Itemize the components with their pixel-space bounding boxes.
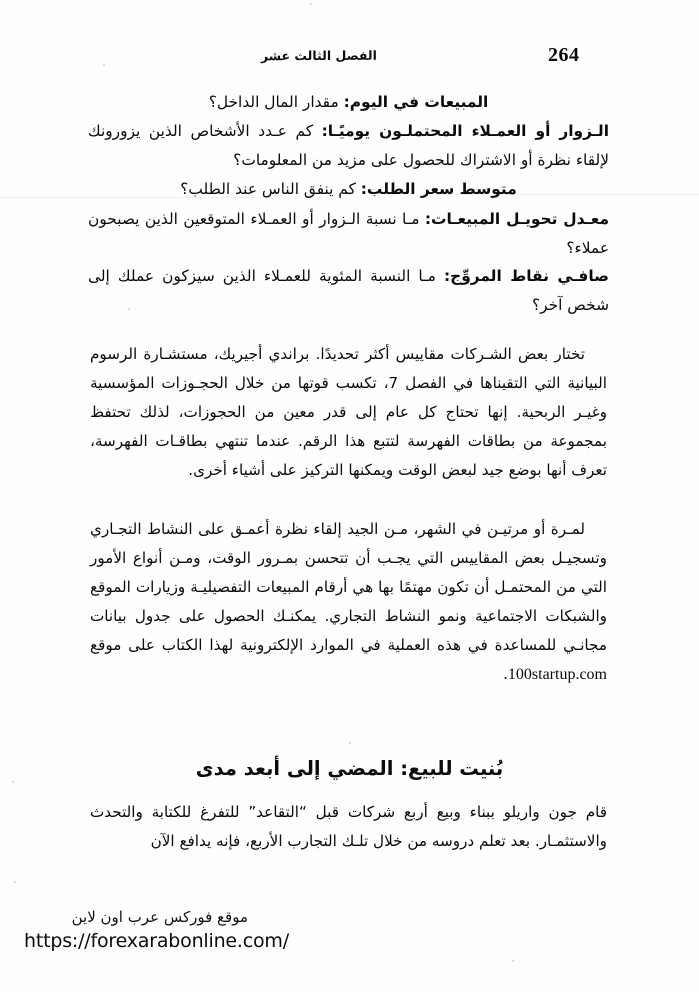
- metric-definition: كم ينفق الناس عند الطلب؟: [180, 180, 361, 198]
- scan-artifact-speck: [512, 960, 514, 962]
- scan-artifact-speck: [310, 3, 312, 5]
- metric-term: صافـي نقاط المروِّج:: [443, 267, 609, 285]
- metric-term: الـزوار أو العمـلاء المحتملـون يوميًـا:: [321, 122, 609, 140]
- metric-term: معـدل تحويـل المبيعـات:: [424, 210, 609, 228]
- scan-artifact-speck: [14, 881, 16, 883]
- metric-definition: كم عـدد الأشخاص الذين يزورونك لإلقاء نظرة أو الاشتراك للحصول على مزيد من المعلومات؟: [88, 122, 609, 169]
- closing-paragraph: قام جون واريلو ببناء وبيع أربع شركات قبل “التقاعد” للتفرغ للكتابة والتحدث والاستثمـار. بعد تعلم دروسه من خلال تلـك التجارب الأربع، فإنه يدافع الآن: [90, 803, 607, 850]
- metric-definition: مـا نسبة الـزوار أو العمـلاء المتوقعين الذين يصبحون عملاء؟: [88, 210, 609, 257]
- metric-definition: مقدار المال الداخل؟: [208, 93, 344, 111]
- chapter-running-head-label: الفصل الثالث عشر: [261, 47, 378, 64]
- paragraph-text: لمـرة أو مرتيـن في الشهر، مـن الجيد إلقاء نظرة أعمـق على النشاط التجـاري وتسجيـل بعض المقاييس التي يجـب أن تتحسن بمـرور الوقت، ومـن أنواع الأمور التي من المحتمـل أن تكون مهتمًا بها هي أرقام المبيعات التفصيليـة وزيارات الموقع والشبكات الاجتماعية ونمو النشاط التجاري.: [90, 520, 608, 625]
- page-number: 264: [548, 44, 580, 66]
- watermark-url: https://forexarabonline.com/: [24, 930, 289, 952]
- list-item: [88, 262, 609, 319]
- metric-term: المبيعات في اليوم:: [343, 93, 489, 111]
- watermark-site-name: موقع فوركس عرب اون لاين: [71, 908, 248, 926]
- paragraph-tail: .: [503, 665, 508, 683]
- metric-term: متوسط سعر الطلب:: [360, 180, 517, 198]
- body-paragraph: [90, 515, 607, 689]
- metric-definition: مـا النسبة المئوية للعمـلاء الذين سيزكون عملك إلى شخص آخر؟: [88, 267, 609, 314]
- list-item: [88, 88, 609, 117]
- list-item: [88, 175, 609, 204]
- paragraph-continuation: يمكنـك الحصول على جدول بيانات مجانـي للمساعدة في هذه العملية في الموارد الإلكترونية لهذا الكتاب على موقع: [90, 607, 607, 654]
- body-paragraph: تختار بعض الشـركات مقاييس أكثر تحديدًا. براندي أجيريك، مستشـارة الرسوم البيانية التي التقيناها في الفصل 7، تكسب قوتها من خلال الحجـوزات المؤسسية وغيـر الربحية. إنها تحتاج كل عام إلى قدر معين من الحجوزات، لذلك تحتفظ بمجموعة من بطاقات الفهرسة لتتبع هذا الرقم. عندما تنتهي بطاقـات الفهرسة، تعرف أنها بوضع جيد لبعض الوقت ويمكنها التركيز على أشياء أخرى.: [90, 345, 607, 479]
- section-heading: بُنيت للبيع: المضي إلى أبعد مدى: [195, 757, 504, 780]
- scan-artifact-speck: [349, 742, 351, 744]
- list-item: [88, 205, 609, 262]
- list-item: [88, 117, 609, 174]
- scan-artifact-speck: [12, 781, 14, 783]
- inline-url: 100startup.com: [507, 666, 607, 683]
- running-head: [0, 44, 699, 78]
